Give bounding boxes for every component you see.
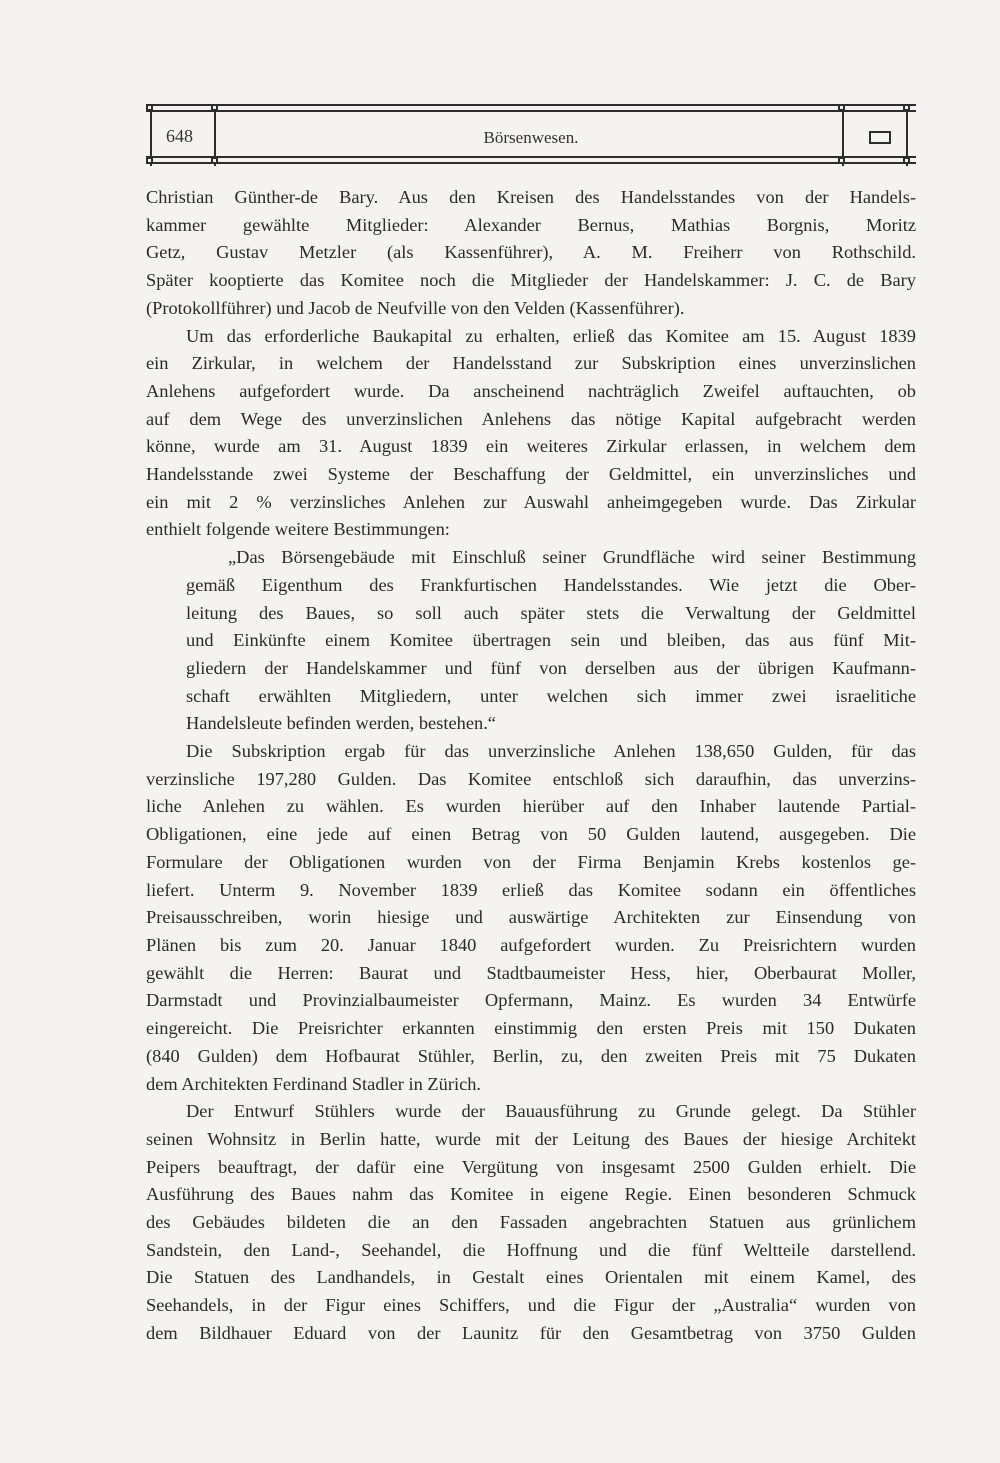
header-corner-ornament: [211, 157, 218, 164]
paragraph: [146, 1098, 916, 1347]
text-line: Der Entwurf Stühlers wurde der Bauausführung zu Grunde gelegt. Da Stühler: [186, 1101, 916, 1122]
text-line: Handelsstande zwei Systeme der Beschaffung der Geldmittel, ein unverzinsliches und: [146, 464, 916, 485]
text-line: Um das erforderliche Baukapital zu erhalten, erließ das Komitee am 15. August 1839: [186, 325, 916, 346]
text-line: ein Zirkular, in welchem der Handelsstand zur Subskription eines unverzinslichen: [146, 353, 916, 374]
text-line: Später kooptierte das Komitee noch die Mitglieder der Handelskammer: J. C. de Bary: [146, 270, 916, 291]
text-line: Die Statuen des Landhandels, in Gestalt eines Orientalen mit einem Kamel, des: [146, 1267, 916, 1288]
header-rule-bottom-inner: [146, 156, 916, 158]
text-line: könne, wurde am 31. August 1839 ein weiteres Zirkular erlassen, in welchem dem: [146, 436, 916, 457]
text-line: und Einkünfte einem Komitee übertragen sein und bleiben, das aus fünf Mit-: [186, 630, 916, 651]
page-number: 648: [166, 126, 193, 146]
text-line: auf dem Wege des unverzinslichen Anlehens das nötige Kapital aufgebracht werden: [146, 408, 916, 429]
text-line: Plänen bis zum 20. Januar 1840 aufgefordert wurden. Zu Preisrichtern wurden: [146, 934, 916, 955]
text-line: (Protokollführer) und Jacob de Neufville von den Velden (Kassenführer).: [146, 297, 685, 318]
header-corner-ornament: [903, 104, 910, 111]
text-line: Sandstein, den Land-, Seehandel, die Hoffnung und die fünf Weltteile darstellend.: [146, 1239, 916, 1260]
header-rule-top: [146, 104, 916, 106]
text-line: gewählt die Herren: Baurat und Stadtbaumeister Hess, hier, Oberbaurat Moller,: [146, 962, 916, 983]
header-corner-ornament: [838, 157, 845, 164]
text-line: dem Bildhauer Eduard von der Launitz für den Gesamtbetrag von 3750 Gulden: [146, 1322, 916, 1343]
text-line: des Gebäudes bildeten die an den Fassaden angebrachten Statuen aus grünlichem: [146, 1212, 916, 1233]
header-corner-ornament: [146, 104, 153, 111]
text-line: liefert. Unterm 9. November 1839 erließ das Komitee sodann ein öffentliches: [146, 879, 916, 900]
text-line: gliedern der Handelskammer und fünf von derselben aus der übrigen Kaufmann-: [186, 657, 916, 678]
text-line: leitung des Baues, so soll auch später stets die Verwaltung der Geldmittel: [186, 602, 916, 623]
text-line: Preisausschreiben, worin hiesige und auswärtige Architekten zur Einsendung von: [146, 907, 916, 928]
text-line: Christian Günther-de Bary. Aus den Kreisen des Handelsstandes von der Handels-: [146, 187, 916, 207]
text-line: Darmstadt und Provinzialbaumeister Opfermann, Mainz. Es wurden 34 Entwürfe: [146, 990, 916, 1011]
text-line: Obligationen, eine jede auf einen Betrag von 50 Gulden lautend, ausgegeben. Die: [146, 824, 916, 845]
paragraph: [146, 184, 916, 323]
text-line: Die Subskription ergab für das unverzinsliche Anlehen 138,650 Gulden, für das: [186, 741, 916, 762]
body-text: [146, 184, 916, 1348]
header-corner-ornament: [146, 157, 153, 164]
text-line: dem Architekten Ferdinand Stadler in Zürich.: [146, 1073, 482, 1094]
header-corner-ornament: [211, 104, 218, 111]
text-line: eingereicht. Die Preisrichter erkannten einstimmig den ersten Preis mit 150 Dukaten: [146, 1018, 916, 1039]
text-line: verzinsliche 197,280 Gulden. Das Komitee entschloß sich daraufhin, das unverzins-: [146, 768, 916, 789]
paragraph: [146, 738, 916, 1098]
text-line: Ausführung des Baues nahm das Komitee in eigene Regie. Einen besonderen Schmuck: [146, 1184, 916, 1205]
text-line: gemäß Eigenthum des Frankfurtischen Handelsstandes. Wie jetzt die Ober-: [186, 574, 916, 595]
page-header: [146, 104, 916, 166]
text-line: ein mit 2 % verzinsliches Anlehen zur Auswahl anheimgegeben wurde. Das Zirkular: [146, 491, 916, 512]
running-head: Börsenwesen.: [483, 128, 579, 147]
text-line: (840 Gulden) dem Hofbaurat Stühler, Berlin, zu, den zweiten Preis mit 75 Dukaten: [146, 1045, 916, 1066]
text-line: schaft erwählten Mitgliedern, unter welchen sich immer zwei israelitiche: [186, 685, 916, 706]
header-box-ornament: [869, 131, 891, 144]
header-corner-ornament: [903, 157, 910, 164]
text-line: „Das Börsengebäude mit Einschluß seiner Grundfläche wird seiner Bestimmung: [228, 547, 916, 568]
text-line: Peipers beauftragt, der dafür eine Vergütung von insgesamt 2500 Gulden erhielt. Die: [146, 1156, 916, 1177]
text-line: Anlehens aufgefordert wurde. Da anscheinend nachträglich Zweifel auftauchten, ob: [146, 380, 916, 401]
paragraph: [146, 323, 916, 545]
text-line: Seehandels, in der Figur eines Schiffers, und die Figur der „Australia“ wurden von: [146, 1295, 916, 1316]
text-line: enthielt folgende weitere Bestimmungen:: [146, 519, 450, 540]
text-line: kammer gewählte Mitglieder: Alexander Bernus, Mathias Borgnis, Moritz: [146, 214, 916, 235]
text-line: Getz, Gustav Metzler (als Kassenführer), A. M. Freiherr von Rothschild.: [146, 242, 916, 263]
text-line: Formulare der Obligationen wurden von der Firma Benjamin Krebs kostenlos ge-: [146, 851, 916, 872]
text-line: liche Anlehen zu wählen. Es wurden hierüber auf den Inhaber lautende Partial-: [146, 796, 916, 817]
header-rule-bottom: [146, 162, 916, 164]
text-line: seinen Wohnsitz in Berlin hatte, wurde mit der Leitung des Baues der hiesige Architekt: [146, 1128, 916, 1149]
header-corner-ornament: [838, 104, 845, 111]
block-quote: [146, 544, 916, 738]
header-rule-top-inner: [146, 110, 916, 112]
text-line: Handelsleute befinden werden, bestehen.“: [186, 713, 496, 734]
